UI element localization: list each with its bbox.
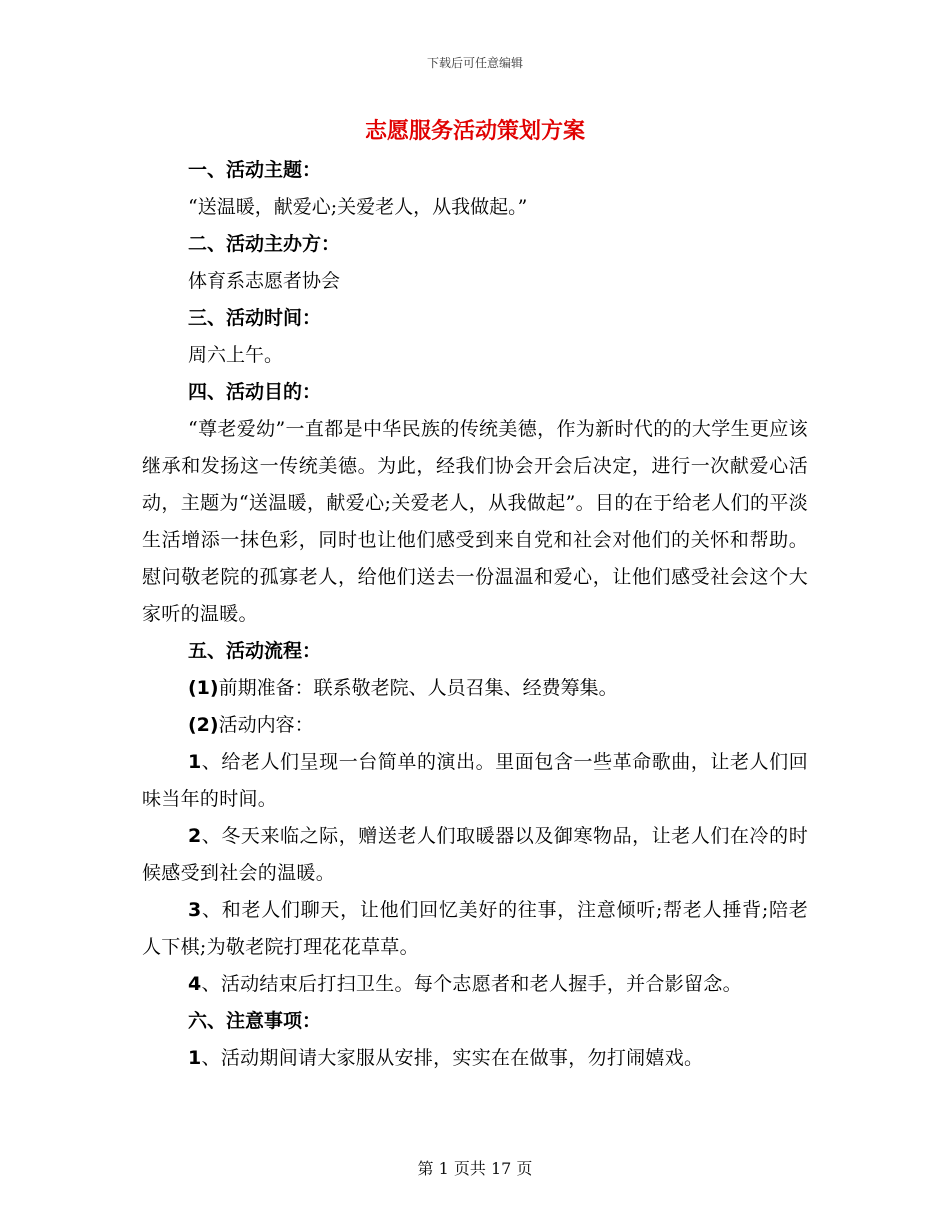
document-title: 志愿服务活动策划方案 (364, 119, 585, 144)
section-heading-time: 三、活动时间： (188, 307, 322, 329)
flow-content-text: 活动内容： (218, 714, 314, 736)
section-body-organizer: 体育系志愿者协会 (188, 270, 341, 292)
section-heading-flow: 五、活动流程： (188, 640, 322, 662)
section-heading-notes: 六、注意事项： (188, 1010, 322, 1032)
section-heading-theme: 一、活动主题： (188, 159, 322, 181)
flow-item-text: 、和老人们聊天，让他们回忆美好的往事，注意倾听;帮老人捶背;陪老人下棋;为敬老院打理花花草草。 (142, 899, 808, 958)
flow-item-text: 、活动结束后打扫卫生。每个志愿者和老人握手，并合影留念。 (201, 973, 742, 995)
header-note: 下载后可任意编辑 (426, 56, 523, 70)
flow-prep-number: (1) (188, 677, 219, 699)
section-body-purpose: “尊老爱幼”一直都是中华民族的传统美德，作为新时代的的大学生更应该继承和发扬这一传统美德。为此，经我们协会开会后决定，进行一次献爱心活动，主题为“送温暖，献爱心;关爱老人，从我做起”。目的在于给老人们的平淡生活增添一抹色彩，同时也让他们感受到来自党和社会对他们的关怀和帮助。慰问敬老院的孤寡老人，给他们送去一份温温和爱心，让他们感受社会这个大家听的温暖。 (142, 418, 808, 625)
flow-item-number: 2 (188, 825, 202, 847)
flow-item-number: 3 (188, 899, 202, 921)
flow-item (142, 744, 808, 818)
flow-prep (142, 670, 808, 707)
flow-content-label (142, 707, 808, 744)
page-footer: 第 1 页共 17 页 (417, 1159, 533, 1178)
section-heading-purpose: 四、活动目的： (188, 381, 322, 403)
notes-item (142, 1040, 808, 1077)
section-body-time: 周六上午。 (188, 344, 284, 366)
flow-item (142, 892, 808, 966)
flow-content-number: (2) (188, 714, 219, 736)
flow-item-number: 4 (188, 973, 202, 995)
flow-item-number: 1 (188, 751, 202, 773)
document-body (142, 152, 808, 1077)
flow-item (142, 966, 808, 1003)
notes-item-number: 1 (188, 1047, 202, 1069)
flow-prep-text: 前期准备：联系敬老院、人员召集、经费筹集。 (218, 677, 618, 699)
section-heading-organizer: 二、活动主办方： (188, 233, 341, 255)
flow-item-text: 、给老人们呈现一台简单的演出。里面包含一些革命歌曲，让老人们回味当年的时间。 (142, 751, 808, 810)
flow-item-text: 、冬天来临之际，赠送老人们取暖器以及御寒物品，让老人们在冷的时候感受到社会的温暖。 (142, 825, 808, 884)
notes-item-text: 、活动期间请大家服从安排，实实在在做事，勿打闹嬉戏。 (201, 1047, 704, 1069)
section-body-theme: “送温暖，献爱心;关爱老人，从我做起。” (188, 196, 528, 218)
flow-item (142, 818, 808, 892)
